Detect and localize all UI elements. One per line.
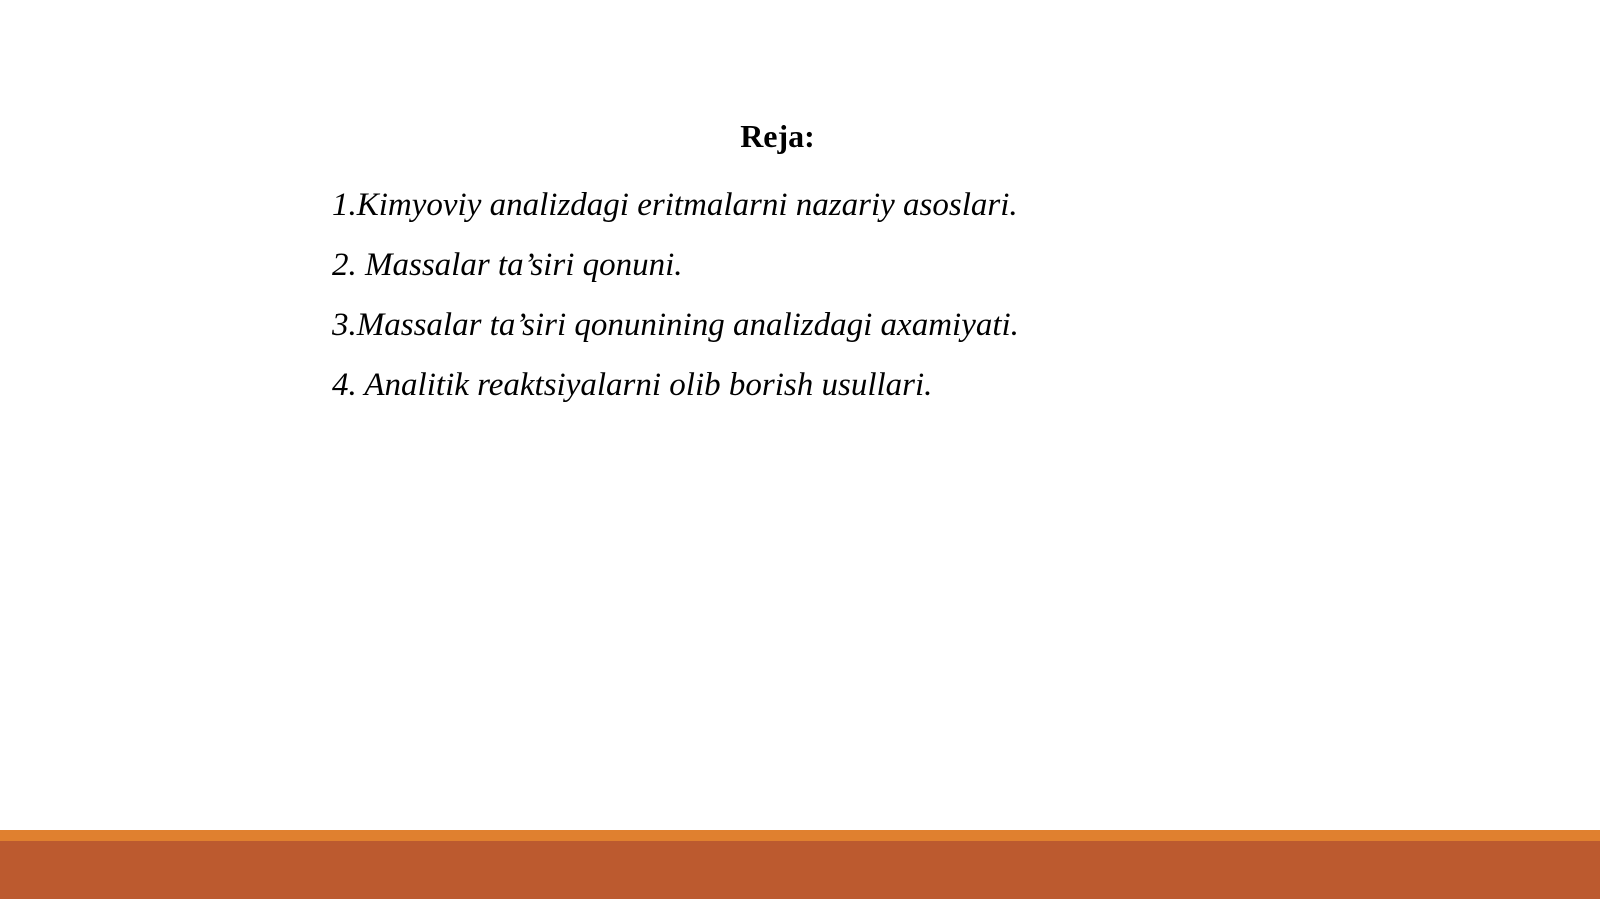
footer-accent-stripe	[0, 830, 1600, 841]
slide-title: Reja:	[740, 118, 815, 154]
plan-item: 1.Kimyoviy analizdagi eritmalarni nazariy asoslari.	[332, 187, 1018, 223]
footer-band	[0, 841, 1600, 899]
plan-item: 2. Massalar ta’siri qonuni.	[332, 247, 683, 283]
plan-item: 4. Analitik reaktsiyalarni olib borish usullari.	[332, 367, 933, 403]
plan-item: 3.Massalar ta’siri qonunining analizdagi axamiyati.	[332, 307, 1019, 343]
plan-list	[332, 175, 1019, 415]
